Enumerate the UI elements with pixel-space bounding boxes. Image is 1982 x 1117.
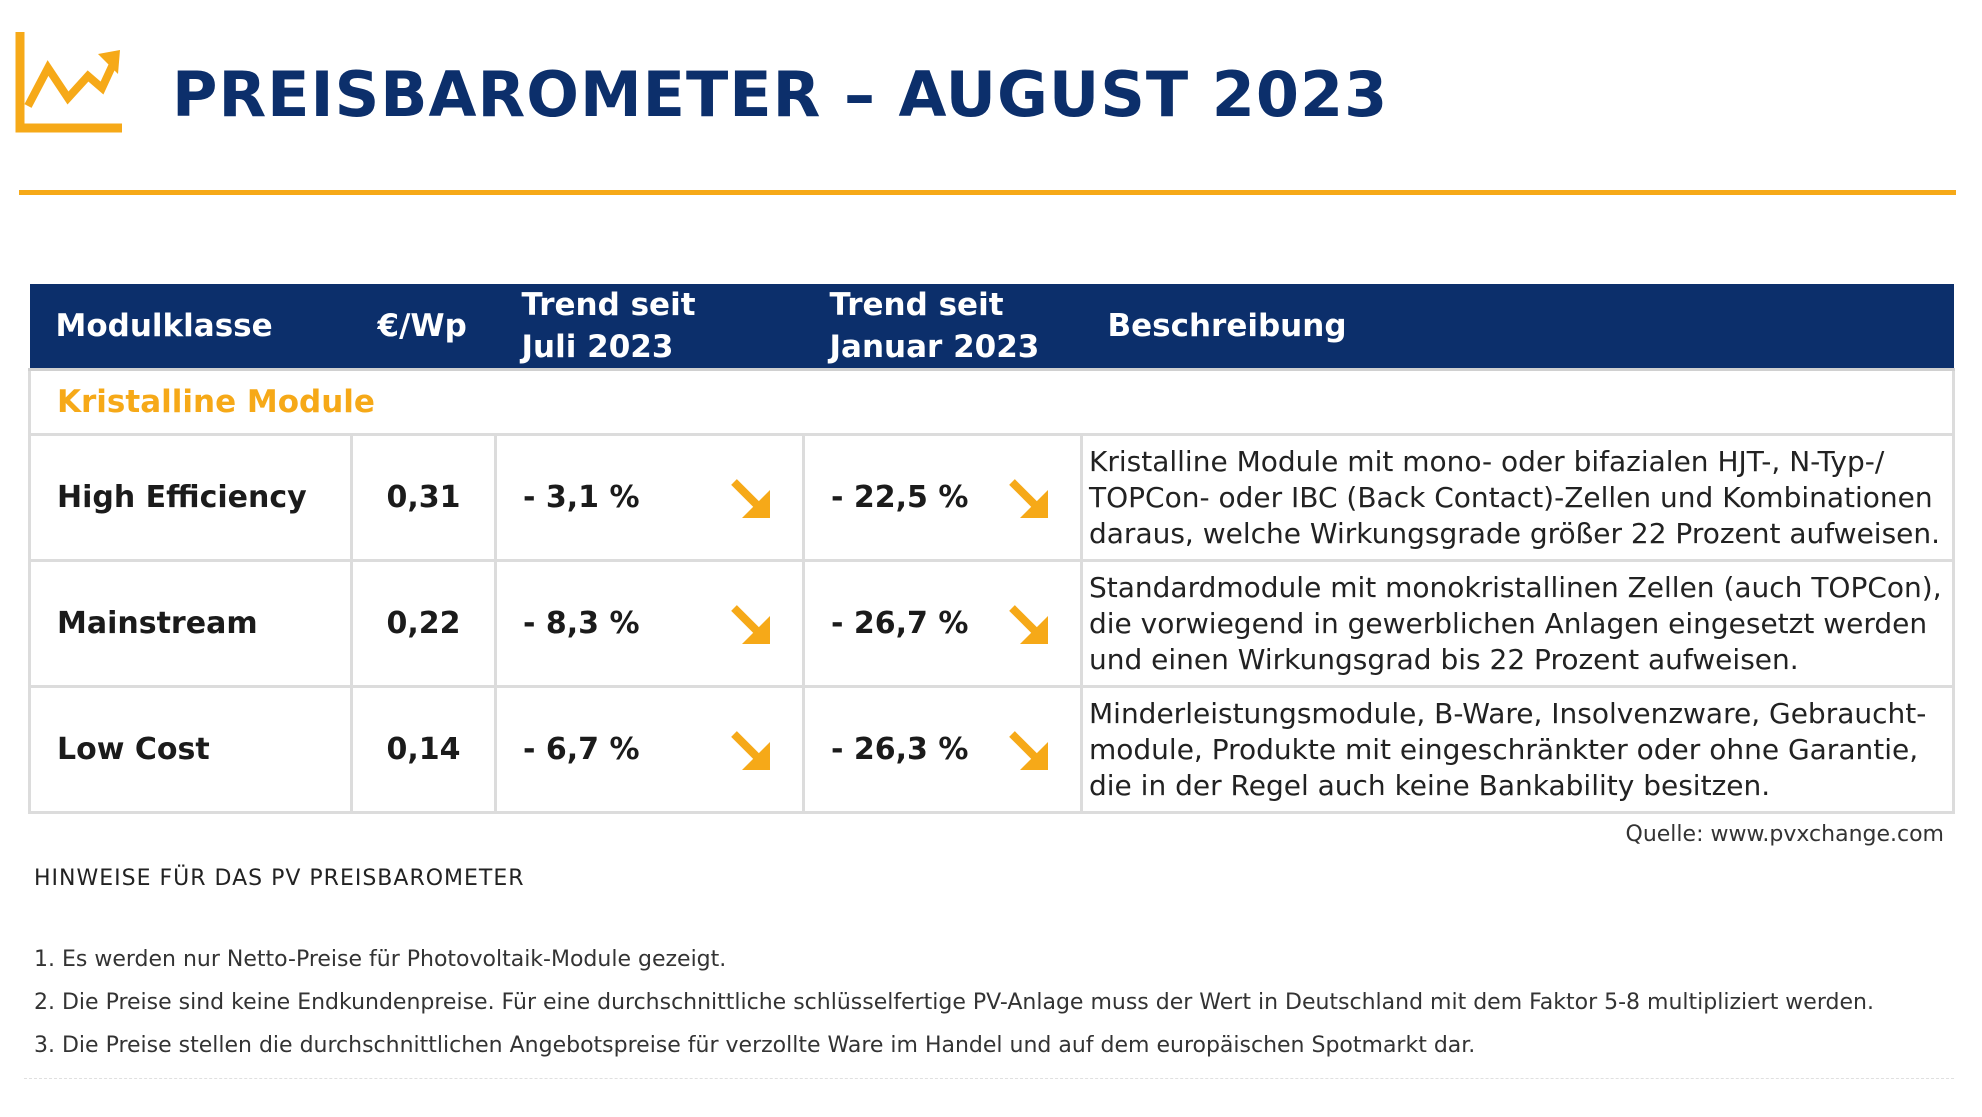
section-label: Kristalline Module bbox=[30, 370, 1954, 435]
header-divider bbox=[19, 190, 1956, 195]
arrow-down-right-icon bbox=[1006, 602, 1052, 648]
price-cell: 0,31 bbox=[352, 435, 496, 561]
col-header-trend-jan bbox=[804, 284, 1082, 370]
col-header-price: €/Wp bbox=[352, 284, 496, 370]
trend-jan-value: - 22,5 % bbox=[831, 480, 969, 515]
table-row bbox=[30, 561, 1954, 687]
description-cell: Standardmodule mit monokristallinen Zellen (auch TOPCon), die vorwiegend in gewerblichen Anlagen eingesetzt werden und einen Wirkungsgrad bis 22 Prozent aufweisen. bbox=[1082, 561, 1954, 687]
trend-jan-value: - 26,7 % bbox=[831, 606, 969, 641]
trend-jan-cell bbox=[804, 561, 1082, 687]
price-table bbox=[28, 284, 1955, 814]
arrow-down-right-icon bbox=[728, 728, 774, 774]
description-cell: Minderleistungsmodule, B-Ware, Insolvenzware, Gebraucht-module, Produkte mit eingeschränkter oder ohne Garantie, die in der Regel auch keine Bankability besitzen. bbox=[1082, 687, 1954, 813]
table-header-row bbox=[30, 284, 1954, 370]
note-item: 2. Die Preise sind keine Endkundenpreise. Für eine durchschnittliche schlüsselfertige PV-Anlage muss der Wert in Deutschland mit dem Faktor 5-8 multipliziert werden. bbox=[34, 990, 1874, 1015]
trend-jul-cell bbox=[496, 435, 804, 561]
trend-jul-value: - 8,3 % bbox=[523, 606, 640, 641]
page-title: PREISBAROMETER – AUGUST 2023 bbox=[172, 58, 1389, 131]
trend-jan-cell bbox=[804, 435, 1082, 561]
col-header-trend-jan-label: Trend seit Januar 2023 bbox=[829, 287, 1040, 365]
trend-jan-value: - 26,3 % bbox=[831, 732, 969, 767]
notes-title: HINWEISE FÜR DAS PV PREISBAROMETER bbox=[34, 866, 525, 891]
col-header-trend-jul-label: Trend seit Juli 2023 bbox=[521, 287, 696, 365]
price-cell: 0,22 bbox=[352, 561, 496, 687]
footer-divider bbox=[24, 1078, 1954, 1079]
note-item: 3. Die Preise stellen die durchschnittlichen Angebotspreise für verzollte Ware im Handel und auf dem europäischen Spotmarkt dar. bbox=[34, 1033, 1476, 1058]
arrow-down-right-icon bbox=[728, 602, 774, 648]
col-header-trend-jul bbox=[496, 284, 804, 370]
trend-jul-cell bbox=[496, 687, 804, 813]
col-header-beschreibung: Beschreibung bbox=[1082, 284, 1954, 370]
price-cell: 0,14 bbox=[352, 687, 496, 813]
trend-jul-value: - 6,7 % bbox=[523, 732, 640, 767]
source-note: Quelle: www.pvxchange.com bbox=[1625, 822, 1944, 847]
table-row bbox=[30, 435, 1954, 561]
table-row bbox=[30, 687, 1954, 813]
trend-jul-value: - 3,1 % bbox=[523, 480, 640, 515]
arrow-down-right-icon bbox=[1006, 476, 1052, 522]
trend-jan-cell bbox=[804, 687, 1082, 813]
notes-list bbox=[34, 938, 1874, 1067]
col-header-modulklasse: Modulklasse bbox=[30, 284, 352, 370]
row-label: High Efficiency bbox=[30, 435, 352, 561]
section-row bbox=[30, 370, 1954, 435]
arrow-down-right-icon bbox=[1006, 728, 1052, 774]
description-cell: Kristalline Module mit mono- oder bifazialen HJT-, N-Typ-/ TOPCon- oder IBC (Back Contact)-Zellen und Kombinationen daraus, welche Wirkungsgrade größer 22 Prozent aufweisen. bbox=[1082, 435, 1954, 561]
arrow-down-right-icon bbox=[728, 476, 774, 522]
note-item: 1. Es werden nur Netto-Preise für Photovoltaik-Module gezeigt. bbox=[34, 947, 727, 972]
trend-jul-cell bbox=[496, 561, 804, 687]
trend-chart-icon bbox=[14, 28, 126, 138]
row-label: Low Cost bbox=[30, 687, 352, 813]
row-label: Mainstream bbox=[30, 561, 352, 687]
